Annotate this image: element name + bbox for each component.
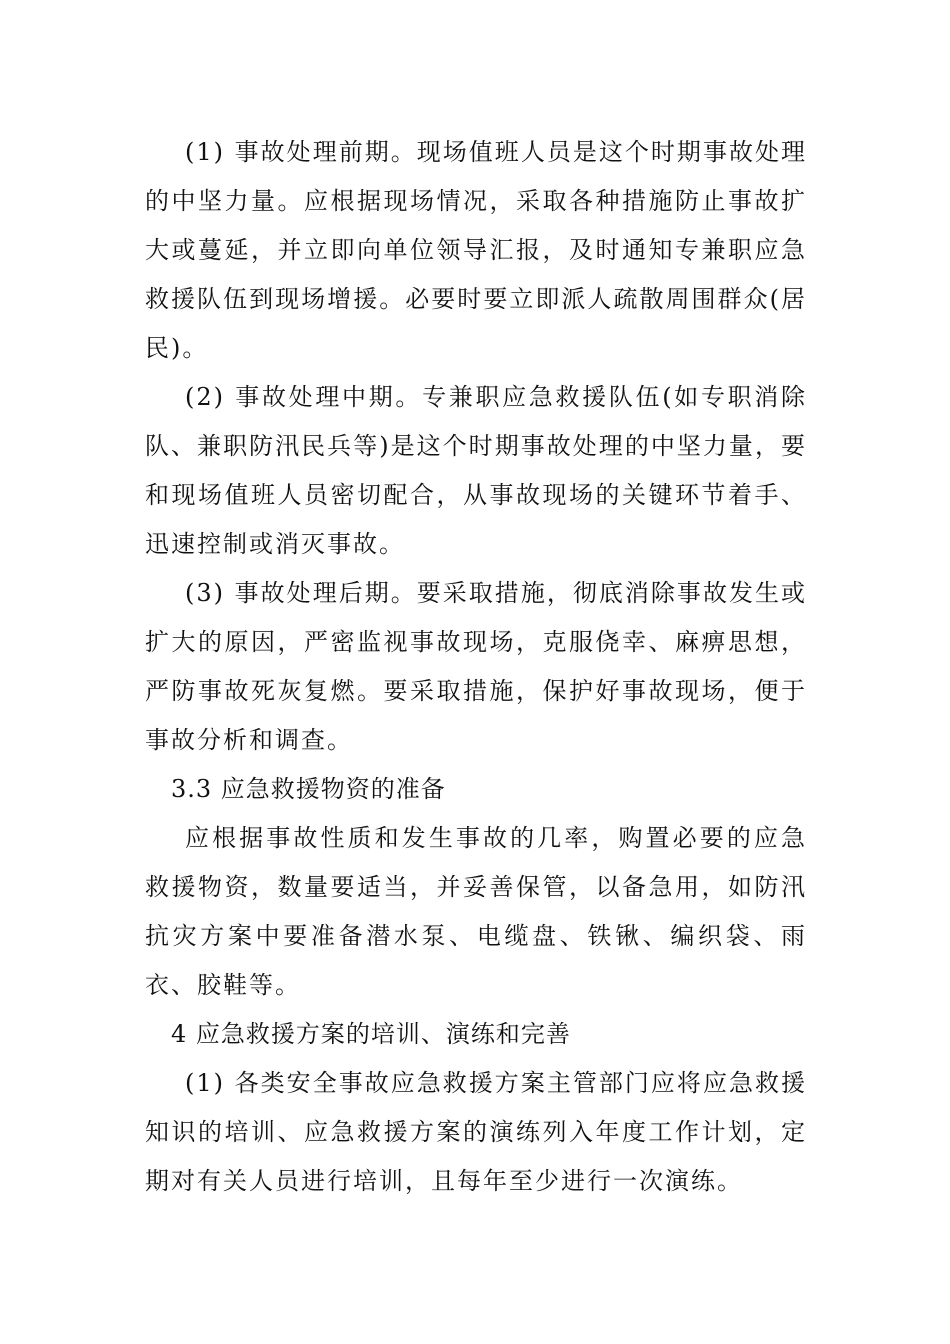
- paragraph-middle-stage: (2) 事故处理中期。专兼职应急救援队伍(如专职消除队、兼职防汛民兵等)是这个时期事故处理的中坚力量，要和现场值班人员密切配合，从事故现场的关键环节着手、迅速控制或消灭事故。: [145, 383, 807, 558]
- section-heading-3-3: 3.3 应急救援物资的准备: [171, 775, 446, 803]
- section-heading-4: 4 应急救援方案的培训、演练和完善: [171, 1020, 571, 1048]
- document-body: [145, 128, 807, 1206]
- paragraph-late-stage: (3) 事故处理后期。要采取措施，彻底消除事故发生或扩大的原因，严密监视事故现场，克服侥幸、麻痹思想，严防事故死灰复燃。要采取措施，保护好事故现场，便于事故分析和调查。: [145, 579, 807, 754]
- paragraph-materials: 应根据事故性质和发生事故的几率，购置必要的应急救援物资，数量要适当，并妥善保管，以备急用，如防汛抗灾方案中要准备潜水泵、电缆盘、铁锹、编织袋、雨衣、胶鞋等。: [145, 824, 807, 999]
- paragraph-training: (1) 各类安全事故应急救援方案主管部门应将应急救援知识的培训、应急救援方案的演练列入年度工作计划，定期对有关人员进行培训，且每年至少进行一次演练。: [145, 1069, 807, 1195]
- paragraph-early-stage: (1) 事故处理前期。现场值班人员是这个时期事故处理的中坚力量。应根据现场情况，采取各种措施防止事故扩大或蔓延，并立即向单位领导汇报，及时通知专兼职应急救援队伍到现场增援。必要时要立即派人疏散周围群众(居民)。: [145, 138, 807, 362]
